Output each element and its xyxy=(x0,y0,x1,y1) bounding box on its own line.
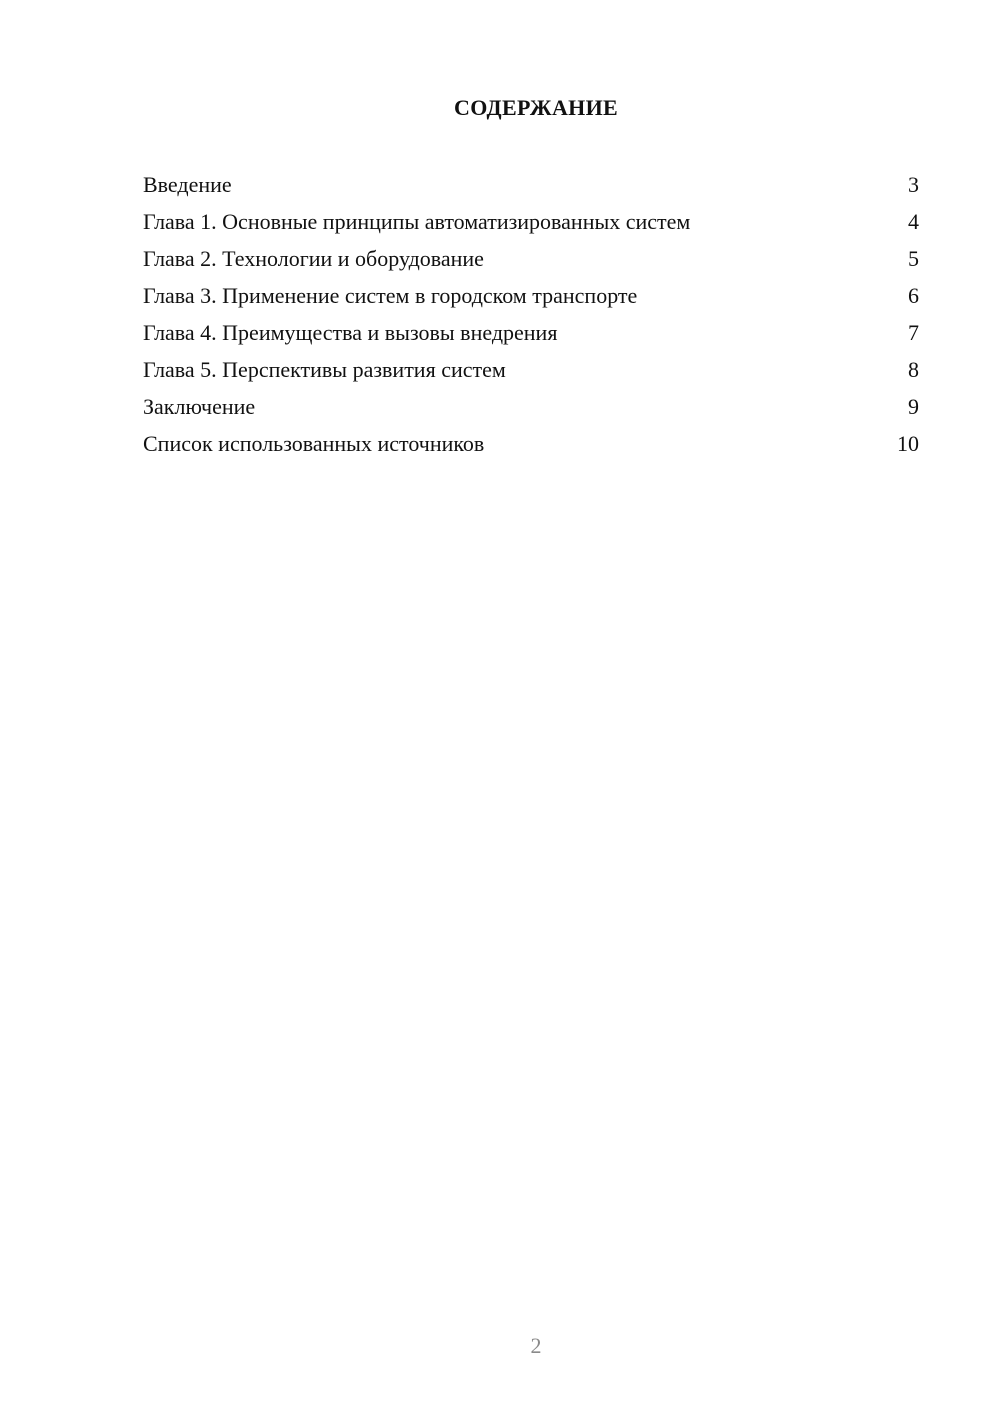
toc-entry-references xyxy=(143,425,919,462)
toc-entry-page: 10 xyxy=(897,431,919,456)
toc-entry-page: 4 xyxy=(908,209,919,234)
toc-entry-chapter-5 xyxy=(143,351,919,388)
toc-entry-chapter-4 xyxy=(143,314,919,351)
page-title: СОДЕРЖАНИЕ xyxy=(454,95,618,120)
toc-entry-label: Введение xyxy=(143,172,232,197)
toc-entry-page: 9 xyxy=(908,394,919,419)
toc-entry-introduction xyxy=(143,166,919,203)
toc-entry-page: 8 xyxy=(908,357,919,382)
toc-entry-label: Заключение xyxy=(143,394,256,419)
toc-entry-page: 7 xyxy=(908,320,919,345)
toc-entry-chapter-1 xyxy=(143,203,919,240)
toc-entry-page: 5 xyxy=(908,246,919,271)
toc-entry-label: Список использованных источников xyxy=(143,431,485,456)
toc-entry-chapter-3 xyxy=(143,277,919,314)
toc-entry-page: 3 xyxy=(908,172,919,197)
toc-entry-page: 6 xyxy=(908,283,919,308)
toc-entry-label: Глава 2. Технологии и оборудование xyxy=(143,246,484,271)
page-number: 2 xyxy=(530,1333,542,1358)
toc-entry-conclusion xyxy=(143,388,919,425)
toc-entry-label: Глава 4. Преимущества и вызовы внедрения xyxy=(143,320,558,345)
table-of-contents xyxy=(143,166,919,462)
toc-entry-label: Глава 3. Применение систем в городском транспорте xyxy=(143,283,638,308)
toc-entry-label: Глава 1. Основные принципы автоматизированных систем xyxy=(143,209,691,234)
toc-entry-label: Глава 5. Перспективы развития систем xyxy=(143,357,506,382)
toc-entry-chapter-2 xyxy=(143,240,919,277)
